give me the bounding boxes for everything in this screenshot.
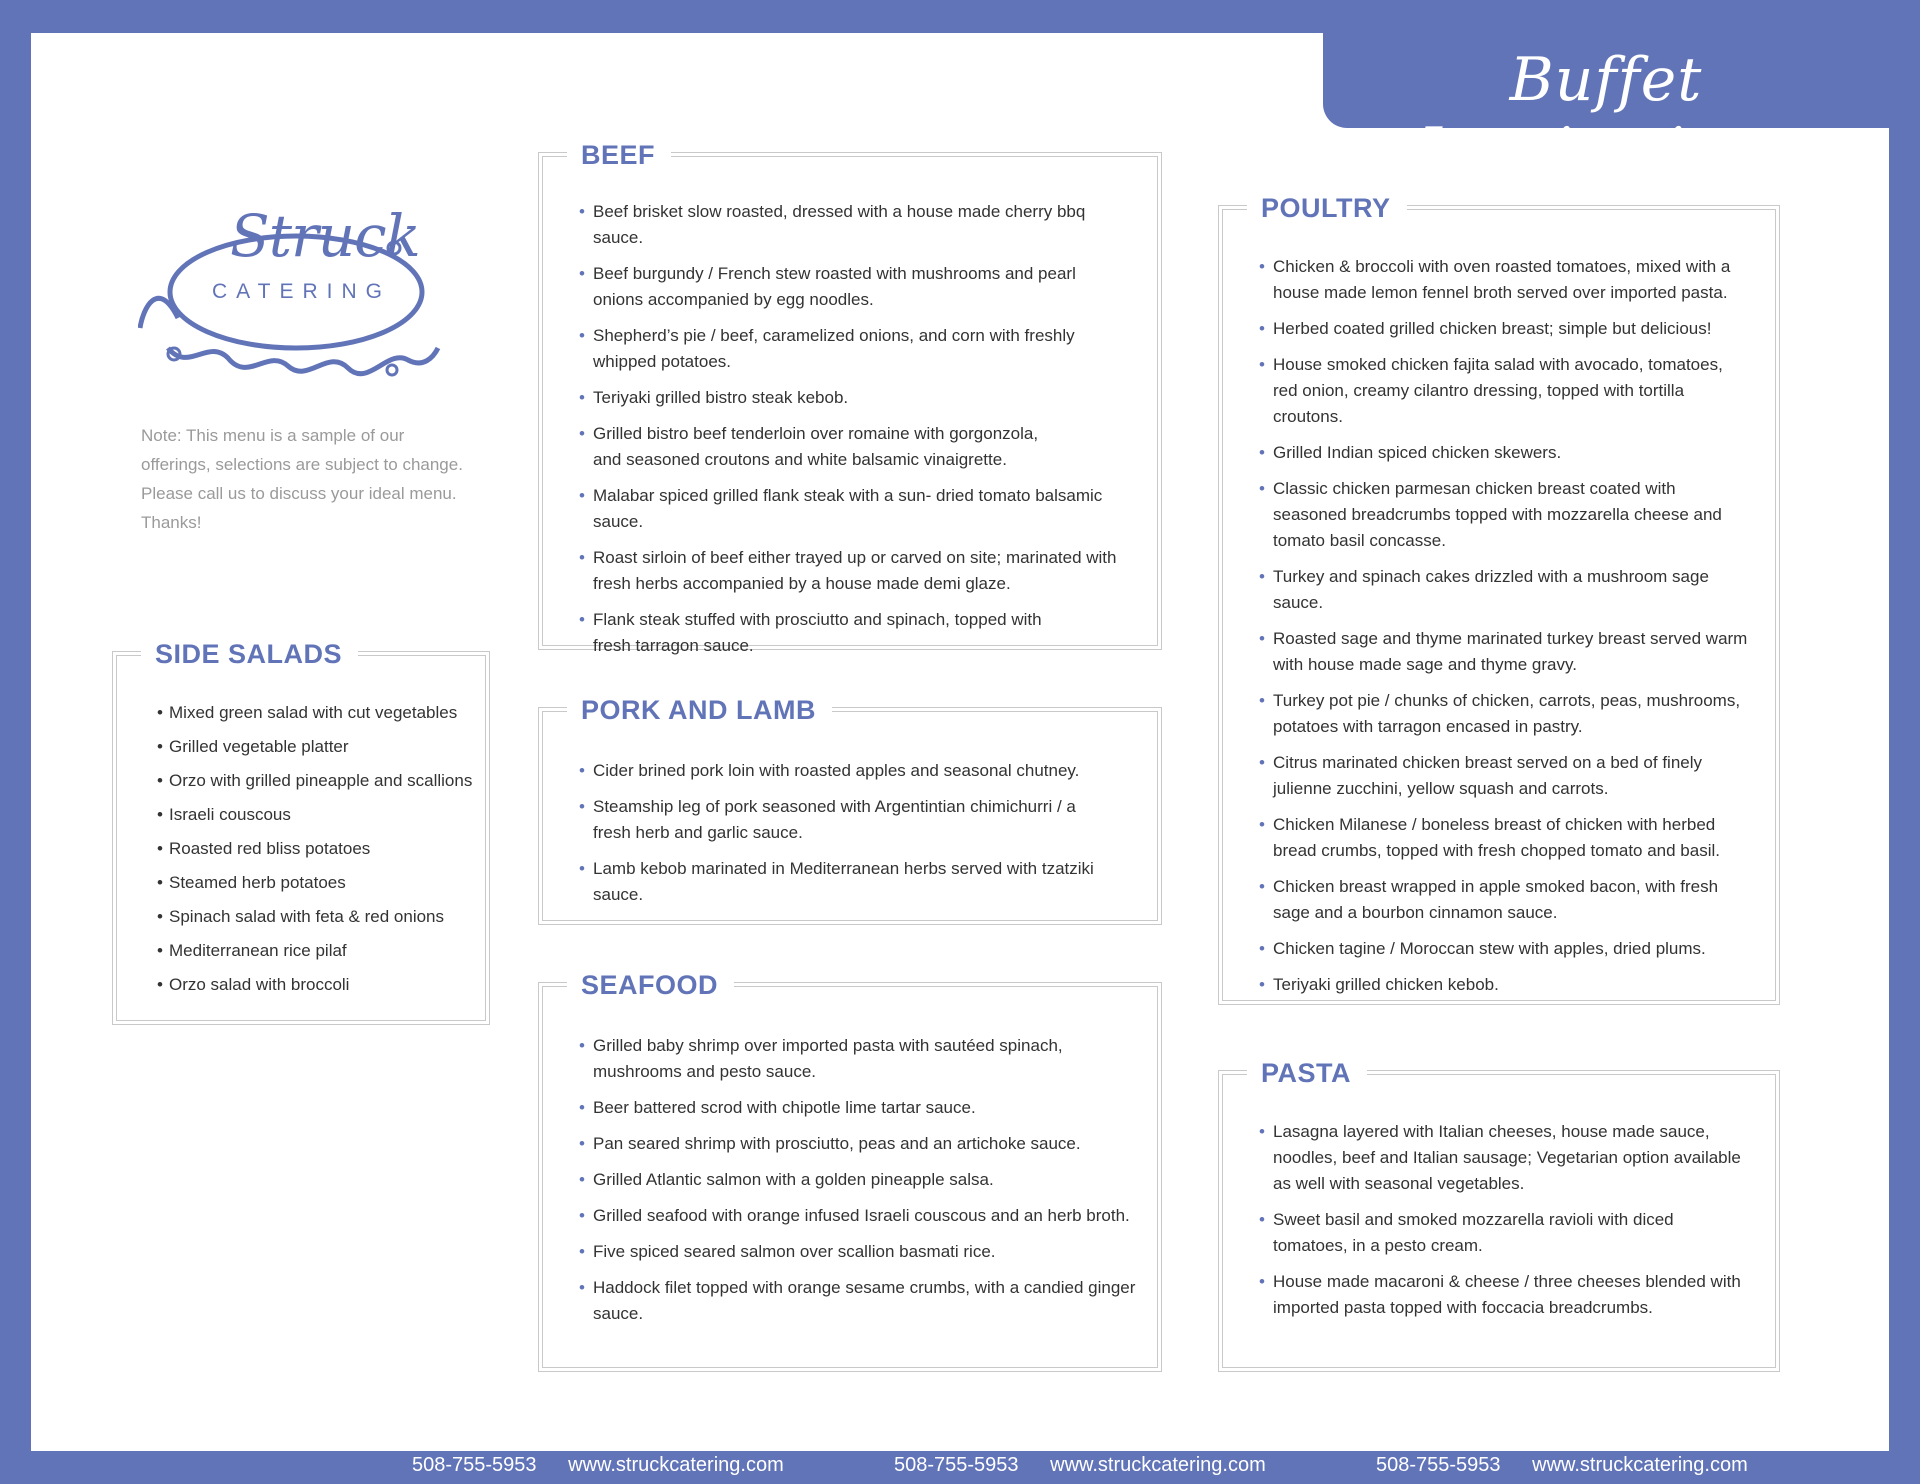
list-item: • Cider brined pork loin with roasted apples and seasonal chutney. (579, 758, 1119, 784)
list-item: • Beer battered scrod with chipotle lime tartar sauce. (579, 1095, 1139, 1121)
list-item: • Turkey pot pie / chunks of chicken, carrots, peas, mushrooms, potatoes with tarragon encased in pastry. (1259, 688, 1749, 740)
list-item: • Teriyaki grilled chicken kebob. (1259, 972, 1749, 998)
logo-subtitle: CATERING (212, 280, 391, 303)
list-item: • House smoked chicken fajita salad with avocado, tomatoes, red onion, creamy cilantro dressing, topped with tortilla croutons. (1259, 352, 1749, 430)
list-item: • Flank steak stuffed with prosciutto and spinach, topped with fresh tarragon sauce. (579, 607, 1119, 659)
list-item: • Grilled Indian spiced chicken skewers. (1259, 440, 1749, 466)
list-item: • Turkey and spinach cakes drizzled with a mushroom sage sauce. (1259, 564, 1749, 616)
list-item: • Citrus marinated chicken breast served on a bed of finely julienne zucchini, yellow squash and carrots. (1259, 750, 1749, 802)
list-item: • Orzo with grilled pineapple and scallions (157, 764, 477, 798)
footer-contact (412, 1454, 810, 1477)
footer-url[interactable]: www.struckcatering.com (568, 1454, 784, 1476)
section-pasta (1222, 1058, 1776, 1368)
list-item: • Grilled vegetable platter (157, 730, 477, 764)
section-title: POULTRY (1247, 188, 1407, 228)
item-list (579, 199, 1119, 659)
title-banner (1323, 33, 1889, 185)
section-title: SEAFOOD (567, 965, 734, 1005)
list-item: • Lamb kebob marinated in Mediterranean herbs served with tzatziki sauce. (579, 856, 1119, 908)
footer-bar (0, 1451, 1920, 1484)
list-item: • Grilled seafood with orange infused Israeli couscous and an herb broth. (579, 1203, 1139, 1229)
list-item: • Roasted red bliss potatoes (157, 832, 477, 866)
list-item: • Classic chicken parmesan chicken breast coated with seasoned breadcrumbs topped with mozzarella cheese and tomato basil concasse. (1259, 476, 1749, 554)
list-item: • Roast sirloin of beef either trayed up or carved on site; marinated with fresh herbs accompanied by a house made demi glaze. (579, 545, 1119, 597)
footer-contact (1376, 1454, 1774, 1477)
list-item: • Shepherd’s pie / beef, caramelized onions, and corn with freshly whipped potatoes. (579, 323, 1119, 375)
list-item: • Teriyaki grilled bistro steak kebob. (579, 385, 1119, 411)
list-item: • Grilled Atlantic salmon with a golden pineapple salsa. (579, 1167, 1139, 1193)
list-item: • Israeli couscous (157, 798, 477, 832)
list-item: • Mediterranean rice pilaf (157, 934, 477, 968)
list-item: • Chicken & broccoli with oven roasted tomatoes, mixed with a house made lemon fennel broth served over imported pasta. (1259, 254, 1749, 306)
section-beef (542, 140, 1158, 655)
footer-url[interactable]: www.struckcatering.com (1532, 1454, 1748, 1476)
list-item: • Steamed herb potatoes (157, 866, 477, 900)
list-item: • Malabar spiced grilled flank steak with a sun- dried tomato balsamic sauce. (579, 483, 1119, 535)
list-item: • Grilled baby shrimp over imported pasta with sautéed spinach, mushrooms and pesto sauce. (579, 1033, 1139, 1085)
list-item: • Pan seared shrimp with prosciutto, peas and an artichoke sauce. (579, 1131, 1139, 1157)
section-seafood (542, 970, 1158, 1368)
section-title: BEEF (567, 135, 671, 175)
list-item: • Roasted sage and thyme marinated turkey breast served warm with house made sage and thyme gravy. (1259, 626, 1749, 678)
logo-name: Struck (230, 202, 420, 270)
footer-phone: 508-755-5953 (412, 1454, 537, 1476)
list-item: • Chicken breast wrapped in apple smoked bacon, with fresh sage and a bourbon cinnamon sauce. (1259, 874, 1749, 926)
list-item: • House made macaroni & cheese / three cheeses blended with imported pasta topped with foccacia breadcrumbs. (1259, 1269, 1749, 1321)
section-pork-and-lamb (542, 695, 1158, 921)
list-item: • Grilled bistro beef tenderloin over romaine with gorgonzola, and seasoned croutons and white balsamic vinaigrette. (579, 421, 1119, 473)
list-item: • Sweet basil and smoked mozzarella ravioli with diced tomatoes, in a pesto cream. (1259, 1207, 1749, 1259)
list-item: • Herbed coated grilled chicken breast; simple but delicious! (1259, 316, 1749, 342)
list-item: • Spinach salad with feta & red onions (157, 900, 477, 934)
section-side-salads (116, 639, 486, 1021)
footer-phone: 508-755-5953 (894, 1454, 1019, 1476)
list-item: • Steamship leg of pork seasoned with Argentintian chimichurri / a fresh herb and garlic sauce. (579, 794, 1119, 846)
item-list (1259, 254, 1749, 998)
list-item: • Beef brisket slow roasted, dressed with a house made cherry bbq sauce. (579, 199, 1119, 251)
list-item: • Five spiced seared salmon over scallion basmati rice. (579, 1239, 1139, 1265)
footer-phone: 508-755-5953 (1376, 1454, 1501, 1476)
item-list (157, 696, 477, 1002)
list-item: • Beef burgundy / French stew roasted with mushrooms and pearl onions accompanied by egg noodles. (579, 261, 1119, 313)
page-title: Buffet Inspirations (1417, 45, 1795, 185)
item-list (579, 1033, 1139, 1327)
section-title: SIDE SALADS (141, 634, 358, 674)
section-title: PASTA (1247, 1053, 1367, 1093)
item-list (579, 758, 1119, 908)
list-item: • Chicken tagine / Moroccan stew with apples, dried plums. (1259, 936, 1749, 962)
section-title: PORK AND LAMB (567, 690, 832, 730)
struck-catering-logo (138, 198, 448, 390)
list-item: • Lasagna layered with Italian cheeses, house made sauce, noodles, beef and Italian sausage; Vegetarian option available as well with seasonal vegetables. (1259, 1119, 1749, 1197)
list-item: • Chicken Milanese / boneless breast of chicken with herbed bread crumbs, topped with fresh chopped tomato and basil. (1259, 812, 1749, 864)
footer-url[interactable]: www.struckcatering.com (1050, 1454, 1266, 1476)
item-list (1259, 1119, 1749, 1321)
list-item: • Haddock filet topped with orange sesame crumbs, with a candied ginger sauce. (579, 1275, 1139, 1327)
footer-contact (894, 1454, 1292, 1477)
section-poultry (1222, 193, 1776, 1001)
list-item: • Orzo salad with broccoli (157, 968, 477, 1002)
list-item: • Mixed green salad with cut vegetables (157, 696, 477, 730)
menu-note: Note: This menu is a sample of our offerings, selections are subject to change. Please call us to discuss your ideal menu. Thanks! (141, 426, 463, 532)
